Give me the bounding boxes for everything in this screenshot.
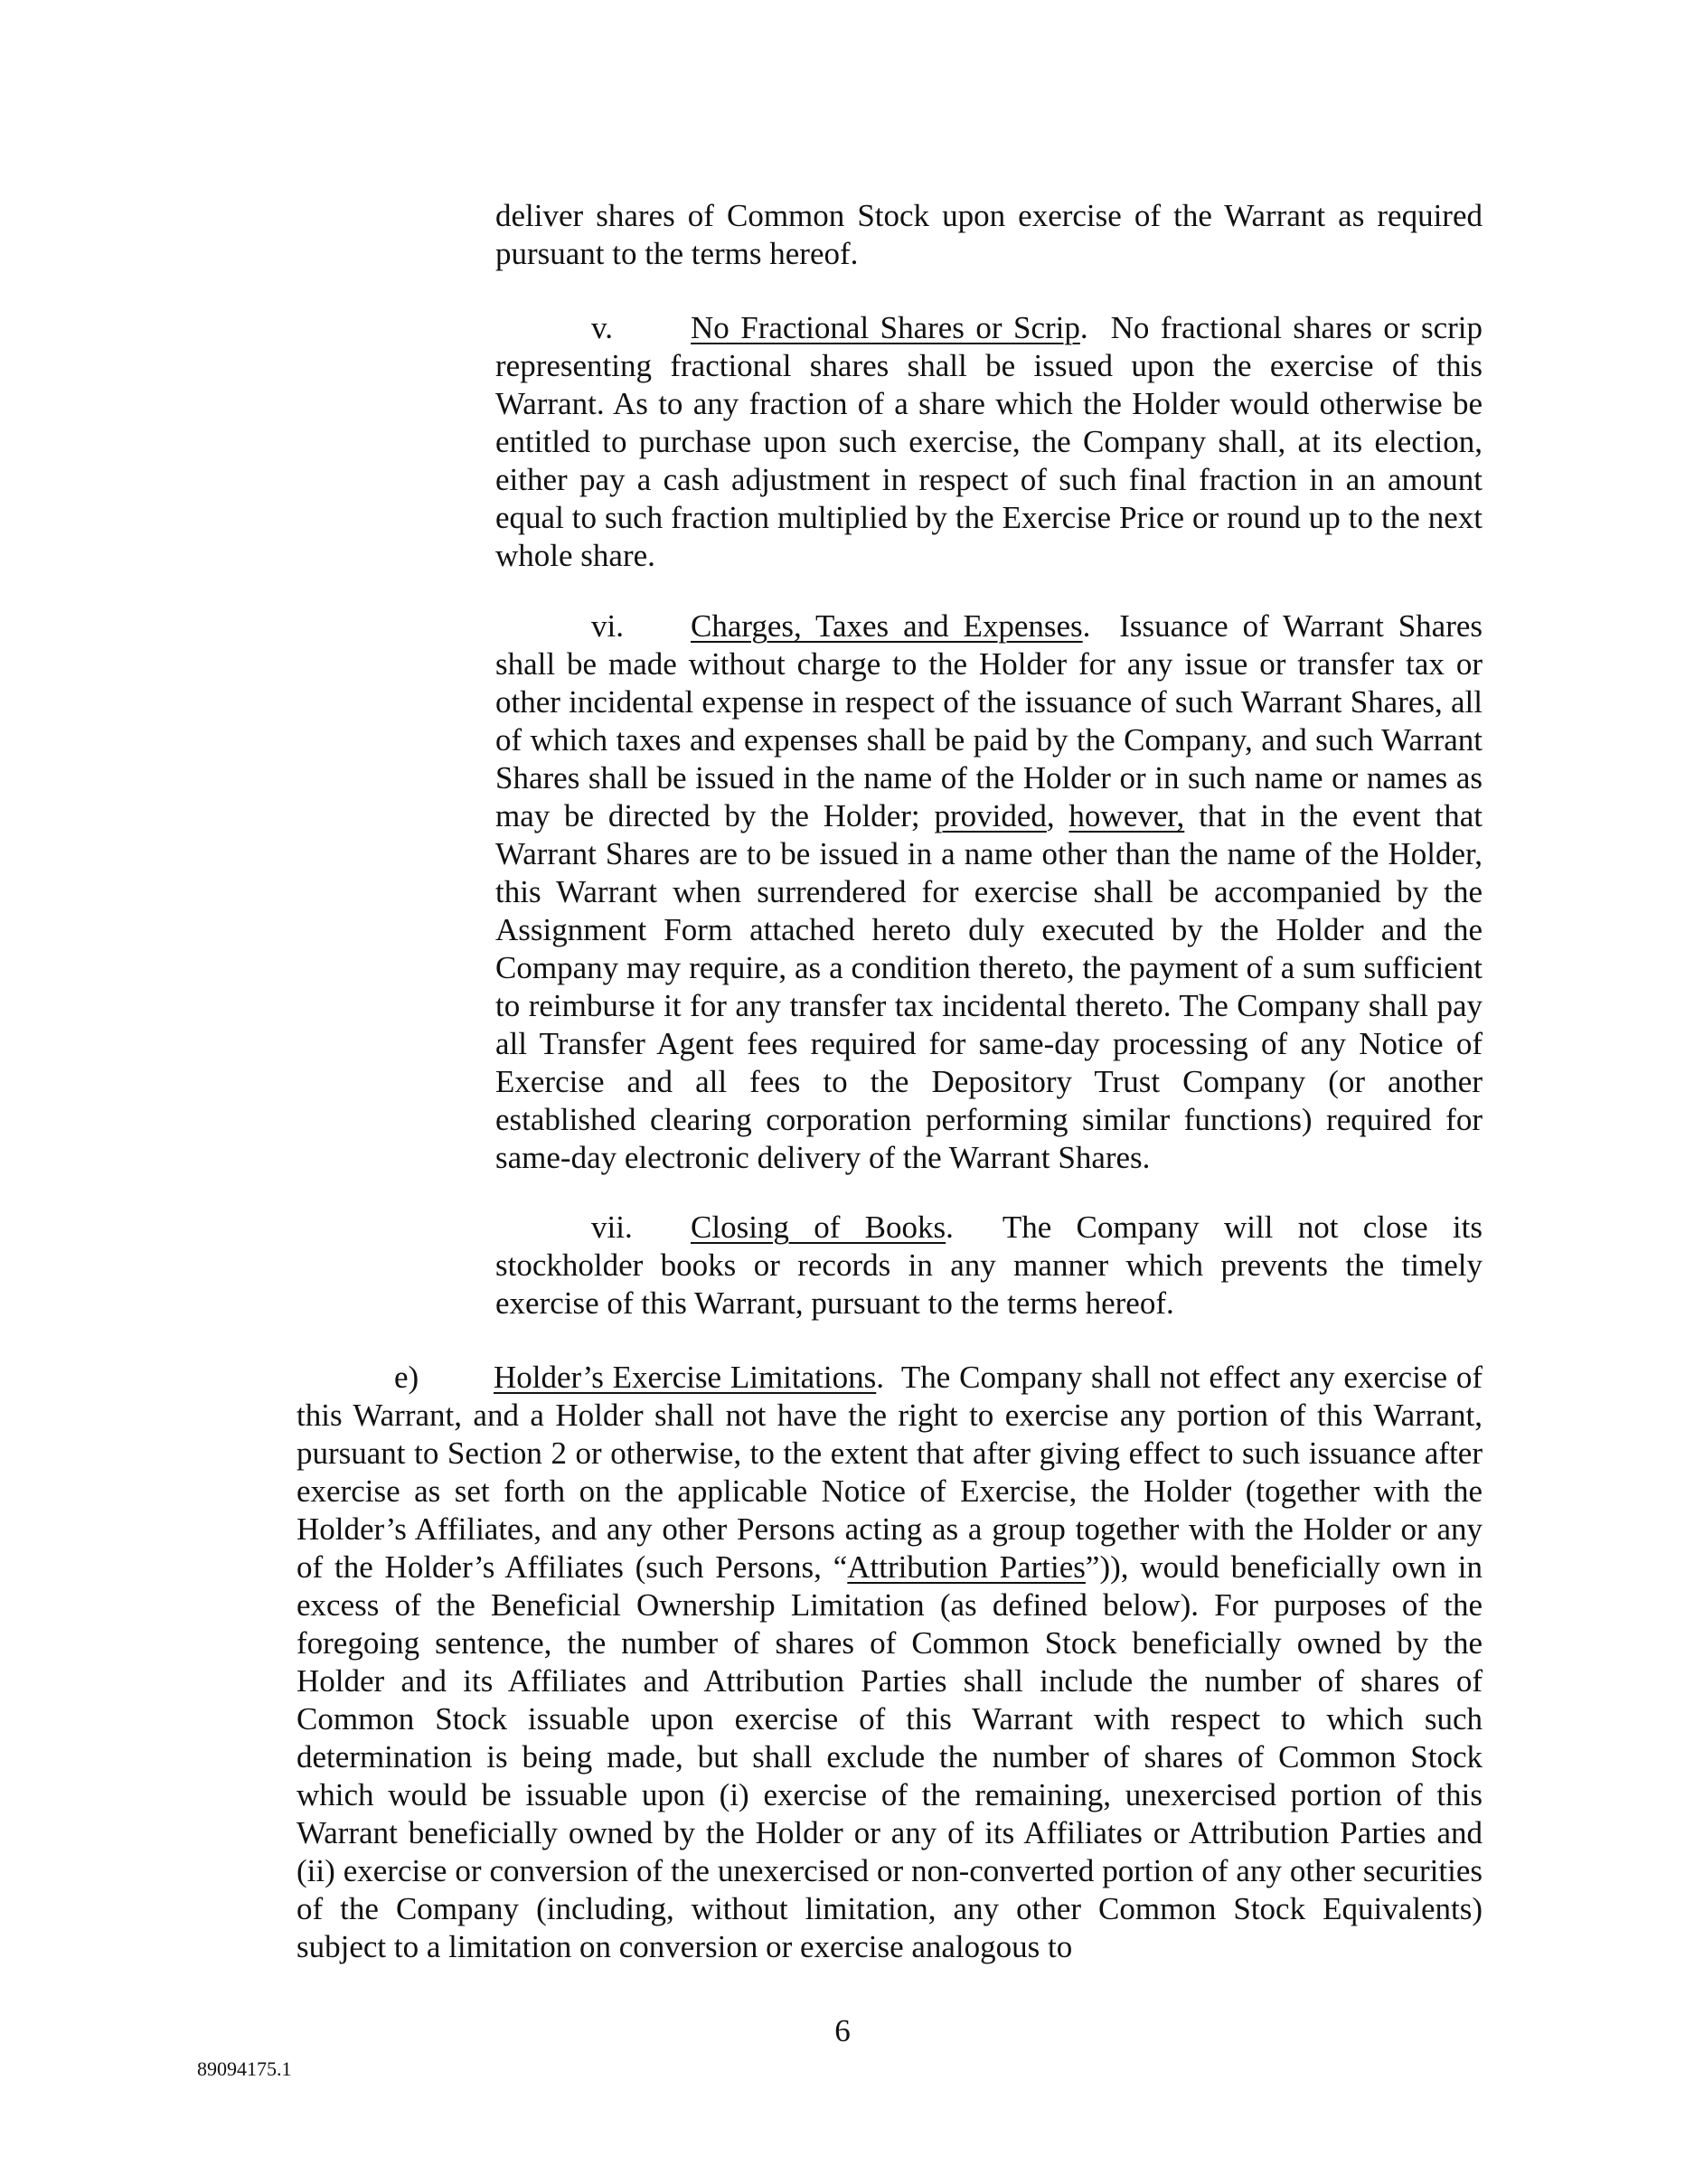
section-v: v. No Fractional Shares or Scrip. No fractional shares or scrip representing fractional shares shall be issued upon the exercise of this Warrant. As to any fraction of a share which the Holder would otherwise be entitled to purchase upon such exercise, the Company shall, at its election, either pay a cash adjustment in respect of such final fraction in an amount equal to such fraction multiplied by the Exercise Price or round up to the next whole share. xyxy=(495,310,1483,573)
section-e-defined-term: Attribution Parties xyxy=(847,1549,1086,1585)
section-v-text: No fractional shares or scrip representing fractional shares shall be issued upon the exercise of this Warrant. As to any fraction of a share which the Holder would otherwise be entitled to purchase upon such exercise, the Company shall, at its election, either pay a cash adjustment in respect of such final fraction in an amount equal to such fraction multiplied by the Exercise Price or round up to the next whole share. xyxy=(495,310,1483,573)
section-vi-heading: Charges, Taxes and Expenses xyxy=(691,608,1083,644)
section-e-heading: Holder’s Exercise Limitations xyxy=(494,1360,877,1395)
section-vii-text: The Company will not close its stockholder books or records in any manner which prevents the timely exercise of this Warrant, pursuant to the terms hereof. xyxy=(495,1210,1483,1321)
section-vii-number: vii. xyxy=(591,1210,633,1245)
section-vi-number: vi. xyxy=(591,608,624,644)
section-vi-however: however, xyxy=(1068,798,1185,833)
section-e-text-1: The Company shall not effect any exercise of this Warrant, and a Holder shall not have the right to exercise any portion of this Warrant, pursuant to Section 2 or otherwise, to the extent that after giving effect to such issuance after exercise as set forth on the applicable Notice of Exercise, the Holder (together with the Holder’s Affiliates, and any other Persons acting as a group together with the Holder or any of the Holder’s Affiliates (such Persons, “ xyxy=(297,1360,1483,1585)
section-e-text-2: ”)), would beneficially own in excess of the Beneficial Ownership Limitation (as defined below). For purposes of the foregoing sentence, the number of shares of Common Stock beneficially owned by the Holder and its Affiliates and Attribution Parties shall include the number of shares of Common Stock issuable upon exercise of this Warrant with respect to which such determination is being made, but shall exclude the number of shares of Common Stock which would be issuable upon (i) exercise of the remaining, unexercised portion of this Warrant beneficially owned by the Holder or any of its Affiliates or Attribution Parties and (ii) exercise or conversion of the unexercised or non-converted portion of any other securities of the Company (including, without limitation, any other Common Stock Equivalents) subject to a limitation on conversion or exercise analogous to xyxy=(297,1549,1483,1964)
section-v-heading: No Fractional Shares or Scrip xyxy=(691,310,1080,345)
document-id: 89094175.1 xyxy=(197,2057,292,2080)
section-e: e) Holder’s Exercise Limitations. The Company shall not effect any exercise of this Warrant, and a Holder shall not have the right to exercise any portion of this Warrant, pursuant to Section 2 or otherwise, to the extent that after giving effect to such issuance after exercise as set forth on the applicable Notice of Exercise, the Holder (together with the Holder’s Affiliates, and any other Persons acting as a group together with the Holder or any of the Holder’s Affiliates (such Persons, “Attribution Parties”)), would beneficially own in excess of the Beneficial Ownership Limitation (as defined below). For purposes of the foregoing sentence, the number of shares of Common Stock beneficially owned by the Holder and its Affiliates and Attribution Parties shall include the number of shares of Common Stock issuable upon exercise of this Warrant with respect to which such determination is being made, but shall exclude the number of shares of Common Stock which would be issuable upon (i) exercise of the remaining, unexercised portion of this Warrant beneficially owned by the Holder or any of its Affiliates or Attribution Parties and (ii) exercise or conversion of the unexercised or non-converted portion of any other securities of the Company (including, without limitation, any other Common Stock Equivalents) subject to a limitation on conversion or exercise analogous to xyxy=(297,1360,1483,1964)
section-vi-text-1: Issuance of Warrant Shares shall be made without charge to the Holder for any issue or transfer tax or other incidental expense in respect of the issuance of such Warrant Shares, all of which taxes and expenses shall be paid by the Company, and such Warrant Shares shall be issued in the name of the Holder or in such name or names as may be directed by the Holder; xyxy=(495,608,1483,833)
section-vii: vii. Closing of Books. The Company will not close its stockholder books or records in any manner which prevents the timely exercise of this Warrant, pursuant to the terms hereof. xyxy=(495,1210,1483,1321)
section-vi-provided: provided xyxy=(934,798,1047,833)
section-vi-text-2: that in the event that Warrant Shares are to be issued in a name other than the name of the Holder, this Warrant when surrendered for exercise shall be accompanied by the Assignment Form attached hereto duly executed by the Holder and the Company may require, as a condition thereto, the payment of a sum sufficient to reimburse it for any transfer tax incidental thereto. The Company shall pay all Transfer Agent fees required for same-day processing of any Notice of Exercise and all fees to the Depository Trust Company (or another established clearing corporation performing similar functions) required for same-day electronic delivery of the Warrant Shares. xyxy=(495,798,1483,1175)
section-vi: vi. Charges, Taxes and Expenses. Issuance of Warrant Shares shall be made without charge to the Holder for any issue or transfer tax or other incidental expense in respect of the issuance of such Warrant Shares, all of which taxes and expenses shall be paid by the Company, and such Warrant Shares shall be issued in the name of the Holder or in such name or names as may be directed by the Holder; provided, however, that in the event that Warrant Shares are to be issued in a name other than the name of the Holder, this Warrant when surrendered for exercise shall be accompanied by the Assignment Form attached hereto duly executed by the Holder and the Company may require, as a condition thereto, the payment of a sum sufficient to reimburse it for any transfer tax incidental thereto. The Company shall pay all Transfer Agent fees required for same-day processing of any Notice of Exercise and all fees to the Depository Trust Company (or another established clearing corporation performing similar functions) required for same-day electronic delivery of the Warrant Shares. xyxy=(495,608,1483,1175)
section-e-number: e) xyxy=(394,1360,419,1395)
paragraph-continuation-text: deliver shares of Common Stock upon exercise of the Warrant as required pursuant to the terms hereof. xyxy=(495,198,1483,271)
section-v-number: v. xyxy=(591,310,613,345)
paragraph-continuation xyxy=(495,197,1483,273)
section-vii-heading: Closing of Books xyxy=(691,1210,946,1245)
page-number: 6 xyxy=(834,2013,851,2048)
